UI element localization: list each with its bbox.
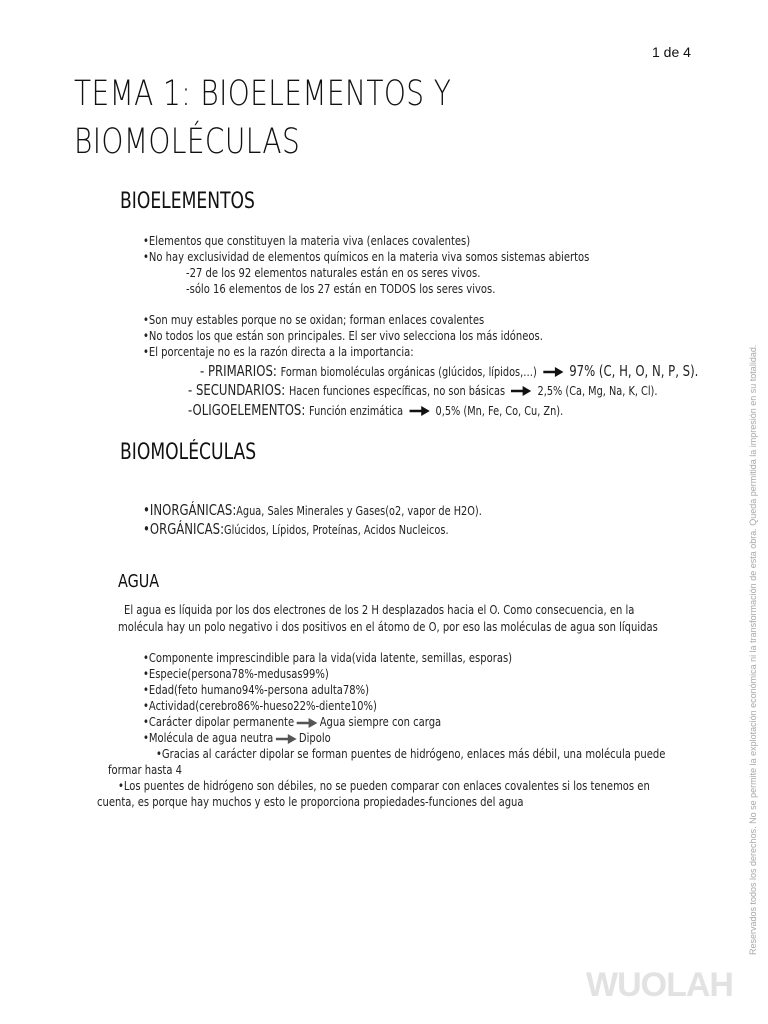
section-heading-bioelementos: BIOELEMENTOS: [120, 189, 255, 214]
page-title-line-1: TEMA 1: BIOELEMENTOS Y: [74, 74, 452, 114]
copyright-notice: Reservados todos los derechos. No se permite la explotación económica ni la transformación de esta obra. Queda permitida la impresión en su totalidad.: [748, 344, 758, 955]
oligoelementos-row: [188, 401, 563, 419]
page-number: 1 de 4: [652, 44, 691, 60]
oligoelementos-description: Función enzimática: [309, 403, 404, 418]
agua-bullet-6-text: •Molécula de agua neutra: [143, 730, 274, 745]
agua-bullet-8-continued: cuenta, es porque hay muchos y esto le proporciona propiedades-funciones del agua: [97, 794, 524, 809]
primarios-description: Forman biomoléculas orgánicas (glúcidos, lípidos,…): [280, 364, 537, 379]
primarios-row: [200, 362, 698, 380]
agua-paragraph-line-1: El agua es líquida por los dos electrones de los 2 H desplazados hacia el O. Como consecuencia, en la: [124, 602, 635, 617]
arrow-right-icon: [297, 718, 318, 728]
organicas-description: Glúcidos, Lípidos, Proteínas, Acidos Nucleicos.: [224, 522, 449, 537]
agua-bullet-7: •Gracias al carácter dipolar se forman puentes de hidrógeno, enlaces más débil, una molécula puede: [156, 746, 666, 761]
inorganicas-row: [143, 501, 482, 519]
section-heading-biomoleculas: BIOMOLÉCULAS: [120, 440, 257, 465]
inorganicas-description: Agua, Sales Minerales y Gases(o2, vapor de H2O).: [236, 503, 482, 518]
secundarios-value: 2,5% (Ca, Mg, Na, K, Cl).: [537, 383, 658, 398]
agua-bullet-5-result: Agua siempre con carga: [319, 714, 442, 729]
bioelementos-line-7: •El porcentaje no es la razón directa a la importancia:: [143, 344, 414, 359]
arrow-right-icon: [276, 734, 297, 744]
agua-bullet-6-result: Dipolo: [298, 730, 331, 745]
wuolah-logo: WUOLAH: [586, 966, 733, 1004]
bioelementos-line-6: •No todos los que están son principales. El ser vivo selecciona los más idóneos.: [143, 328, 543, 343]
agua-bullet-7-continued: formar hasta 4: [108, 762, 182, 777]
organicas-row: [143, 520, 449, 538]
agua-bullet-5: [143, 714, 441, 729]
oligoelementos-value: 0,5% (Mn, Fe, Co, Cu, Zn).: [435, 403, 564, 418]
agua-bullet-3: •Edad(feto humano94%-persona adulta78%): [143, 682, 370, 697]
organicas-label: •ORGÁNICAS:: [143, 520, 225, 538]
bioelementos-line-4: -sólo 16 elementos de los 27 están en TODOS los seres vivos.: [186, 281, 496, 296]
bioelementos-line-3: -27 de los 92 elementos naturales están en os seres vivos.: [186, 265, 481, 280]
bioelementos-line-2: •No hay exclusividad de elementos químicos en la materia viva somos sistemas abiertos: [143, 249, 590, 264]
primarios-label: - PRIMARIOS:: [200, 362, 277, 380]
secundarios-description: Hacen funciones específicas, no son básicas: [288, 383, 506, 398]
primarios-value: 97% (C, H, O, N, P, S).: [569, 362, 699, 380]
secundarios-row: [188, 381, 657, 399]
secundarios-label: - SECUNDARIOS:: [188, 381, 286, 399]
agua-bullet-5-text: •Carácter dipolar permanente: [143, 714, 295, 729]
section-heading-agua: AGUA: [118, 571, 160, 592]
bioelementos-line-5: •Son muy estables porque no se oxidan; forman enlaces covalentes: [143, 312, 485, 327]
agua-bullet-1: •Componente imprescindible para la vida(vida latente, semillas, esporas): [143, 650, 513, 665]
inorganicas-label: •INORGÁNICAS:: [143, 501, 237, 519]
agua-paragraph-line-2: molécula hay un polo negativo i dos positivos en el átomo de O, por eso las moléculas de agua son líquidas: [118, 619, 658, 634]
bioelementos-line-1: •Elementos que constituyen la materia viva (enlaces covalentes): [143, 233, 471, 248]
agua-bullet-4: •Actividad(cerebro86%-hueso22%-diente10%): [143, 698, 377, 713]
oligoelementos-label: -OLIGOELEMENTOS:: [188, 401, 306, 419]
arrow-right-icon: [511, 386, 531, 396]
page-title-line-2: BIOMOLÉCULAS: [74, 122, 301, 162]
agua-bullet-8: •Los puentes de hidrógeno son débiles, no se pueden comparar con enlaces covalentes si los tenemos en: [118, 778, 650, 793]
arrow-right-icon: [409, 406, 429, 416]
agua-bullet-6: [143, 730, 331, 745]
arrow-right-icon: [543, 367, 563, 377]
agua-bullet-2: •Especie(persona78%-medusas99%): [143, 666, 329, 681]
